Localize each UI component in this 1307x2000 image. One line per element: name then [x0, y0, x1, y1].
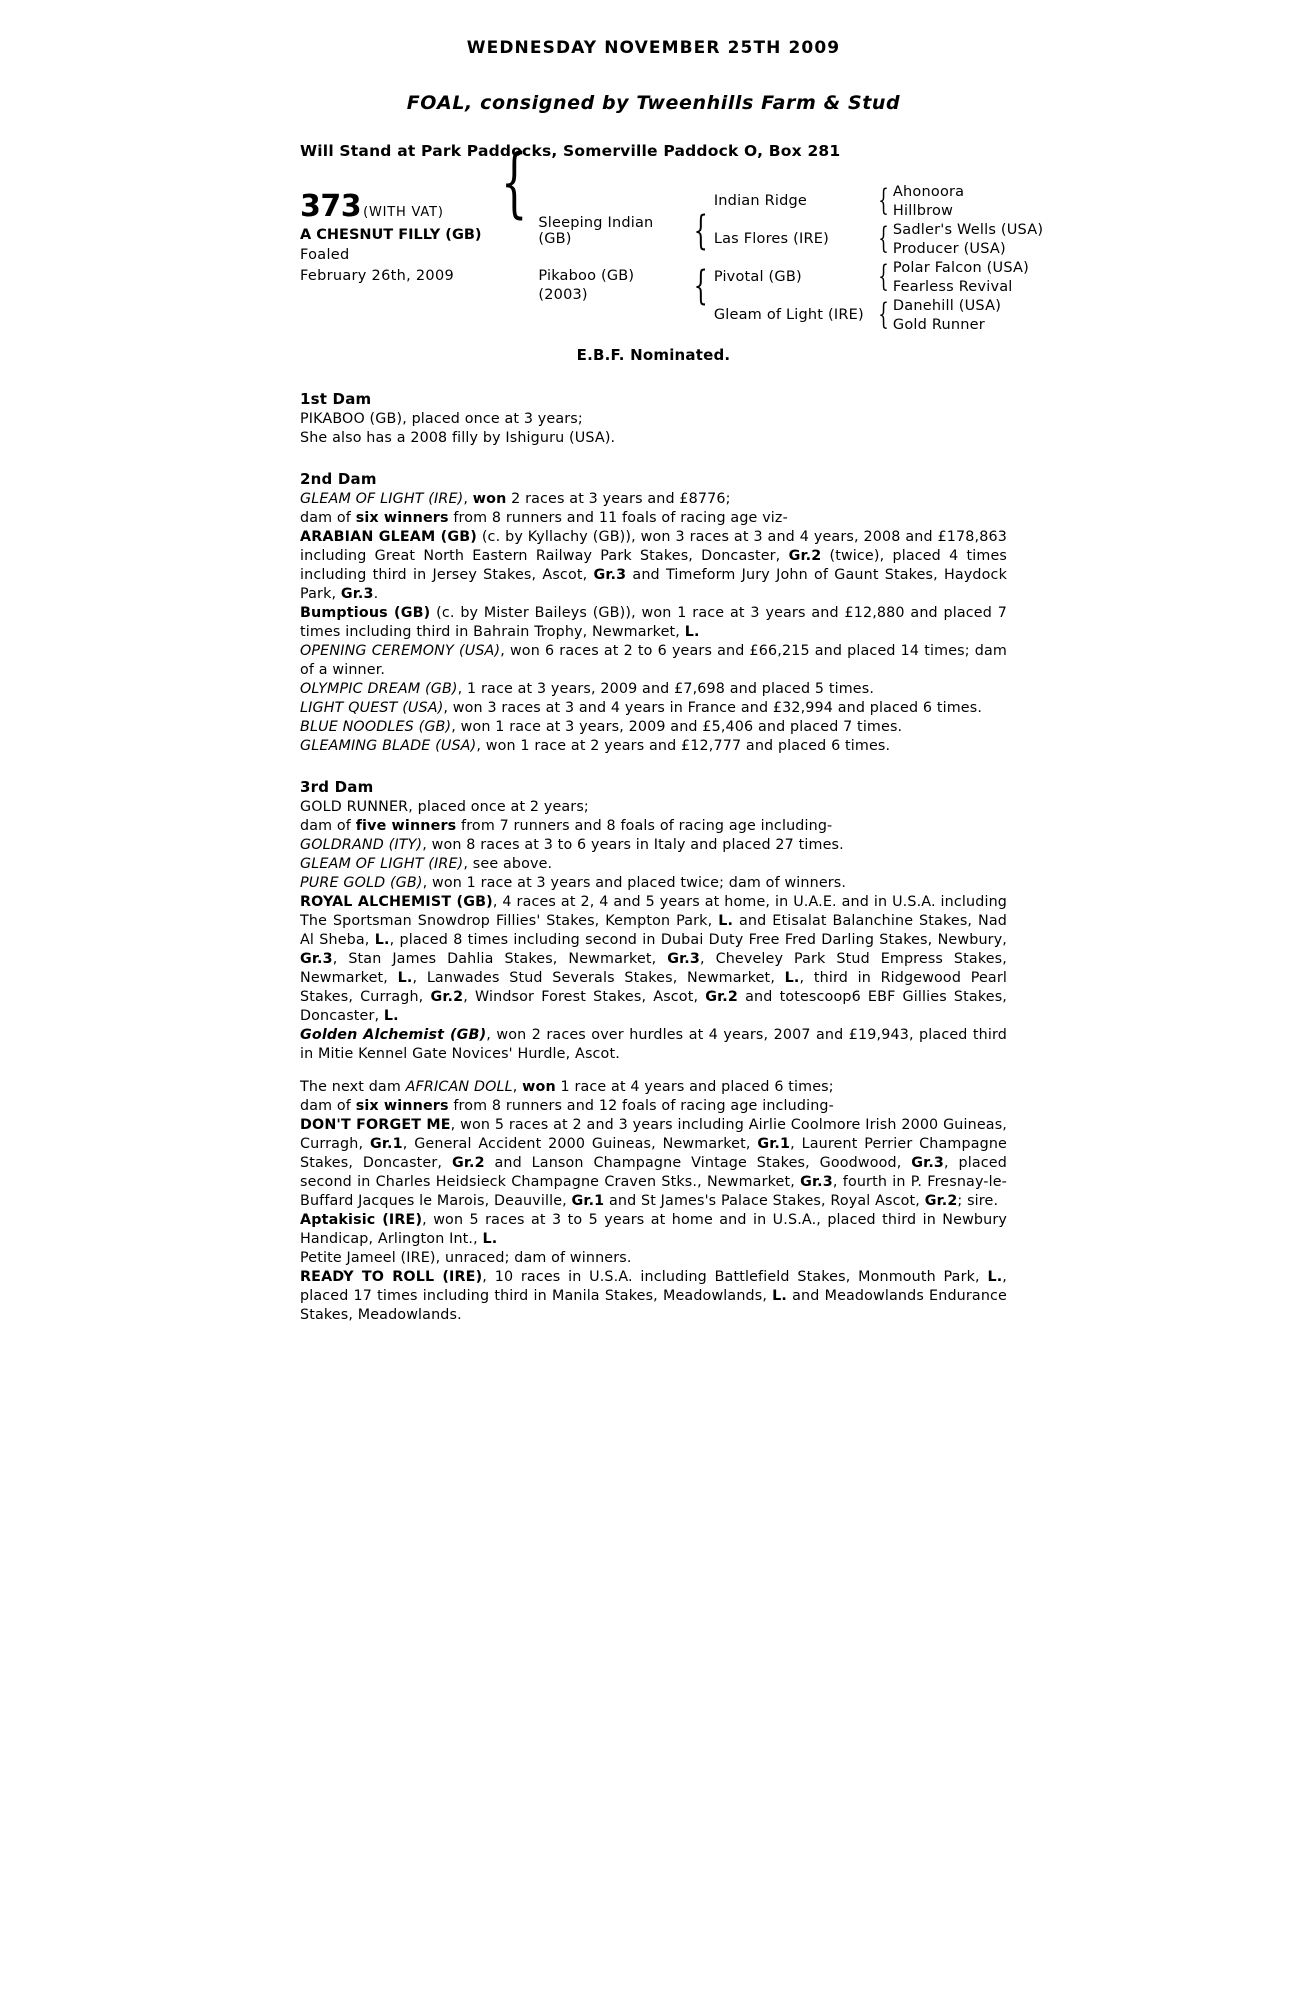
sire-dam: Las Flores (IRE) [713, 231, 829, 247]
first-dam-line-2: She also has a 2008 filly by Ishiguru (USA). [300, 430, 616, 446]
progeny-name: ROYAL ALCHEMIST (GB) [300, 894, 493, 910]
foaled-label: Foaled [300, 247, 350, 264]
gen4-a1: Ahonoora [892, 183, 965, 200]
generation-3 [714, 182, 874, 334]
generation-2 [538, 203, 688, 313]
lot-vat: (WITH VAT) [363, 205, 444, 220]
progeny-detail: (c. by Kyllachy (GB)), won 3 races at 3 and 4 years, 2008 and £178,863 including Great North Eastern Railway Park Stakes, Doncaster, Gr.2 (twice), placed 4 times including third in Jersey Stakes, Ascot, Gr.3 and Timeform Jury John of Gaunt Stakes, Haydock Park, Gr.3. [300, 529, 1007, 602]
next-dam-progeny-list [300, 1116, 1007, 1325]
lot-number: 373 [300, 189, 362, 224]
progeny-detail: , 4 races at 2, 4 and 5 years at home, in U.A.E. and in U.S.A. including The Sportsman Snowdrop Fillies' Stakes, Kempton Park, L. and Etisalat Balanchine Stakes, Nad Al Sheba, L., placed 8 times including second in Dubai Duty Free Fred Darling Stakes, Newbury, Gr.3, Stan James Dahlia Stakes, Newmarket, Gr.3, Cheveley Park Stud Empress Stakes, Newmarket, L., Lanwades Stud Severals Stakes, Newmarket, L., third in Ridgewood Pearl Stakes, Curragh, Gr.2, Windsor Forest Stakes, Ascot, Gr.2 and totescoop6 EBF Gillies Stakes, Doncaster, L. [300, 894, 1008, 1024]
dam-sire: Pivotal (GB) [713, 269, 802, 285]
next-dam-intro [300, 1078, 1007, 1097]
progeny-detail: , won 5 races at 3 to 5 years at home and in U.S.A., placed third in Newbury Handicap, Arlington Int., L. [300, 1212, 1007, 1247]
dam-dam: Gleam of Light (IRE) [713, 307, 864, 323]
progeny-name: OLYMPIC DREAM (GB) [300, 681, 458, 697]
dam-name: Pikaboo (GB) [538, 268, 635, 284]
progeny-name: PURE GOLD (GB) [300, 875, 423, 891]
lot-description: A CHESNUT FILLY (GB) [300, 227, 482, 243]
first-dam-line-1: PIKABOO (GB), placed once at 3 years; [300, 411, 583, 427]
progeny-detail: , won 6 races at 2 to 6 years and £66,215 and placed 14 times; dam of a winner. [300, 643, 1007, 678]
progeny-name: Bumptious (GB) [300, 605, 431, 621]
progeny-name: Golden Alchemist (GB) [300, 1027, 487, 1043]
progeny-detail: , won 1 race at 2 years and £12,777 and placed 6 times. [476, 738, 891, 754]
progeny-detail: , 1 race at 3 years, 2009 and £7,698 and placed 5 times. [457, 681, 875, 697]
progeny-entry [300, 1116, 1007, 1211]
progeny-name: LIGHT QUEST (USA) [300, 700, 444, 716]
progeny-entry [300, 874, 1007, 893]
next-dam-post: 1 race at 4 years and placed 6 times; [555, 1079, 834, 1095]
gen4-d1: Danehill (USA) [892, 297, 1002, 314]
third-dam-heading: 3rd Dam [300, 778, 374, 796]
lot-info [300, 182, 490, 286]
progeny-entry [300, 604, 1007, 642]
damof-post: from 8 runners and 11 foals of racing age viz- [448, 510, 788, 526]
progeny-name: GLEAM OF LIGHT (IRE) [300, 856, 464, 872]
next-dam-pre: The next dam [300, 1079, 406, 1095]
progeny-detail: , see above. [463, 856, 553, 872]
damof-post: from 7 runners and 8 foals of racing age including- [456, 818, 833, 834]
next-dam-damof-line [300, 1097, 1007, 1116]
progeny-detail: (c. by Mister Baileys (GB)), won 1 race at 3 years and £12,880 and placed 7 times including third in Bahrain Trophy, Newmarket, L. [300, 605, 1007, 640]
lot-number-line [300, 189, 490, 224]
sire-name: Sleeping Indian (GB) [538, 214, 654, 247]
second-dam-name-line: GLEAM OF LIGHT (IRE), won 2 races at 3 years and £8776; [300, 491, 731, 507]
dam-year: (2003) [538, 287, 588, 303]
brace-gen2-col: { { [694, 207, 709, 309]
damof-pre: dam of [300, 818, 356, 834]
damof-count: six winners [355, 510, 449, 526]
won-word: won [522, 1079, 556, 1095]
progeny-detail: , won 2 races over hurdles at 4 years, 2007 and £19,943, placed third in Mitie Kennel Gate Novices' Hurdle, Ascot. [300, 1027, 1007, 1062]
brace-gen3-col: { { { { [878, 183, 889, 332]
progeny-entry [300, 836, 1007, 855]
foaled-date: February 26th, 2009 [300, 267, 455, 284]
progeny-entry [300, 893, 1007, 1026]
progeny-name: OPENING CEREMONY (USA) [300, 643, 501, 659]
progeny-detail: , won 3 races at 3 and 4 years in France and £32,994 and placed 6 times. [443, 700, 983, 716]
progeny-name: DON'T FORGET ME [300, 1117, 451, 1133]
progeny-entry [300, 1026, 1007, 1064]
progeny-entry [300, 1211, 1007, 1249]
progeny-name: GLEAMING BLADE (USA) [300, 738, 477, 754]
second-dam-damof-line [300, 509, 1007, 528]
progeny-detail: , won 1 race at 3 years and placed twice; dam of winners. [422, 875, 847, 891]
progeny-entry [300, 642, 1007, 680]
progeny-detail: , unraced; dam of winners. [435, 1250, 632, 1266]
progeny-entry [300, 528, 1007, 604]
gen4-a2: Hillbrow [892, 202, 954, 219]
progeny-entry [300, 718, 1007, 737]
third-dam-damof-line [300, 817, 1007, 836]
gen4-c2: Fearless Revival [892, 278, 1013, 295]
ebf-note: E.B.F. Nominated. [576, 346, 731, 364]
won-word: won [472, 491, 507, 507]
generation-4 [893, 182, 1043, 334]
progeny-name: Petite Jameel (IRE) [300, 1250, 436, 1266]
progeny-entry [300, 1268, 1007, 1325]
progeny-name: READY TO ROLL (IRE) [300, 1269, 483, 1285]
gen4-c1: Polar Falcon (USA) [892, 259, 1029, 276]
damof-pre: dam of [300, 510, 356, 526]
second-dam-heading: 2nd Dam [300, 470, 377, 488]
gen4-b2: Producer (USA) [892, 240, 1006, 257]
next-dam-mid: , [512, 1079, 523, 1095]
damof-count: five winners [355, 818, 457, 834]
third-dam-line-1: GOLD RUNNER, placed once at 2 years; [300, 799, 589, 815]
pedigree-diagram: 373 (WITH VAT) A CHESNUT FILLY (GB) Foaled February 26th, 2009 { Sleeping Indian (GB) Pikaboo (GB) (2003) { { Indian Ridge Las Flores (IRE) Pivotal (GB) Gleam of Light (IRE) { { { { Ahonoora Hillbrow Sadler's Wells (USA) Producer (USA) Polar Falcon (USA) Fearless Revival Danehill (USA) Gold Runner [300, 137, 1044, 333]
progeny-detail: , won 8 races at 3 to 6 years in Italy and placed 27 times. [422, 837, 844, 853]
consignment-line: FOAL, consigned by Tweenhills Farm & Stud [406, 92, 901, 114]
progeny-detail: , won 5 races at 2 and 3 years including Airlie Coolmore Irish 2000 Guineas, Curragh, Gr.1, General Accident 2000 Guineas, Newmarket, Gr.1, Laurent Perrier Champagne Stakes, Doncaster, Gr.2 and Lanson Champagne Vintage Stakes, Goodwood, Gr.3, placed second in Charles Heidsieck Champagne Craven Stks., Newmarket, Gr.3, fourth in P. Fresnay-le-Buffard Jacques le Marois, Deauville, Gr.1 and St James's Palace Stakes, Royal Ascot, Gr.2; sire. [300, 1117, 1007, 1209]
progeny-entry [300, 1249, 1007, 1268]
progeny-entry [300, 680, 1007, 699]
progeny-detail: , 10 races in U.S.A. including Battlefield Stakes, Monmouth Park, L., placed 17 times including third in Manila Stakes, Meadowlands, L. and Meadowlands Endurance Stakes, Meadowlands. [300, 1269, 1007, 1323]
progeny-entry [300, 699, 1007, 718]
second-dam-record: 2 races at 3 years and £8776; [506, 491, 731, 507]
stand-location-line: Will Stand at Park Paddocks, Somerville Paddock O, Box 281 [300, 142, 841, 160]
progeny-entry [300, 855, 1007, 874]
progeny-name: ARABIAN GLEAM (GB) [300, 529, 477, 545]
third-dam-progeny-list [300, 836, 1007, 1064]
next-dam-name: AFRICAN DOLL [405, 1079, 513, 1095]
damof-count: six winners [355, 1098, 449, 1114]
progeny-entry [300, 737, 1007, 756]
progeny-name: GOLDRAND (ITY) [300, 837, 423, 853]
progeny-detail: , won 1 race at 3 years, 2009 and £5,406 and placed 7 times. [451, 719, 903, 735]
second-dam-progeny-list [300, 528, 1007, 756]
gen4-d2: Gold Runner [892, 316, 985, 333]
sire-sire: Indian Ridge [713, 193, 808, 209]
page-date: WEDNESDAY NOVEMBER 25TH 2009 [466, 38, 841, 58]
damof-pre: dam of [300, 1098, 356, 1114]
first-dam-heading: 1st Dam [300, 390, 372, 408]
dam-block [538, 258, 688, 313]
damof-post: from 8 runners and 12 foals of racing age including- [448, 1098, 834, 1114]
progeny-name: BLUE NOODLES (GB) [300, 719, 452, 735]
gen4-b1: Sadler's Wells (USA) [892, 221, 1044, 238]
second-dam-name: GLEAM OF LIGHT (IRE) [300, 491, 464, 507]
progeny-name: Aptakisic (IRE) [300, 1212, 423, 1228]
